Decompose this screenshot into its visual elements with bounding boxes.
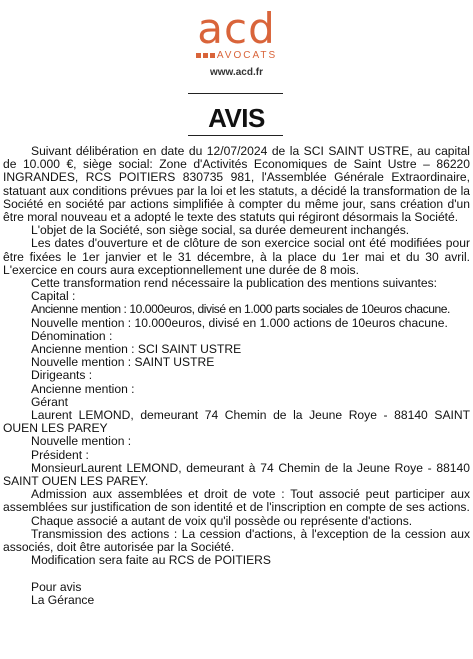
paragraph-transmission: Transmission des actions : La cession d'actions, à l'exception de la cession aux associés, doit être autorisée par la Société. bbox=[3, 526, 470, 555]
dirigeant-president: MonsieurLaurent LEMOND, demeurant à 74 Chemin de la Jeune Roye - 88140 SAINT OUEN LES PAREY. bbox=[3, 460, 470, 489]
spacer bbox=[3, 568, 470, 581]
paragraph-admission: Admission aux assemblées et droit de vote : Tout associé peut participer aux assemblées sur justification de son identité et de l'inscription en compte de ses actions. bbox=[3, 487, 470, 515]
logo-square-icon bbox=[196, 53, 201, 58]
dirigeant-gerant-label: Gérant bbox=[31, 394, 68, 409]
heading-denomination: Dénomination : bbox=[31, 328, 113, 343]
paragraph-objet: L'objet de la Société, son siège social, sa durée demeurent inchangés. bbox=[31, 223, 410, 238]
paragraph-voix: Chaque associé a autant de voix qu'il possède ou représente d'actions. bbox=[31, 513, 413, 528]
capital-nouvelle: Nouvelle mention : 10.000euros, divisé en 1.000 actions de 10euros chacune. bbox=[31, 315, 448, 330]
paragraph-publication: Cette transformation rend nécessaire la publication des mentions suivantes: bbox=[31, 276, 438, 291]
acd-logo bbox=[0, 4, 473, 61]
logo-square-icon bbox=[203, 53, 208, 58]
heading-dirigeants: Dirigeants : bbox=[31, 368, 93, 383]
closing-signature: La Gérance bbox=[31, 592, 95, 607]
dirigeant-president-label: Président : bbox=[31, 447, 89, 462]
dirigeants-nouvelle: Nouvelle mention : bbox=[31, 434, 132, 449]
logo-wordmark: acd bbox=[197, 4, 276, 53]
page-title: AVIS bbox=[208, 103, 265, 133]
logo-tagline bbox=[0, 50, 473, 61]
dirigeant-gerant: Laurent LEMOND, demeurant 74 Chemin de la Jeune Roye - 88140 SAINT OUEN LES PAREY bbox=[3, 408, 470, 436]
logo-square-icon bbox=[210, 53, 215, 58]
notice-body bbox=[3, 145, 470, 607]
heading-capital: Capital : bbox=[31, 289, 76, 304]
paragraph-deliberation: Suivant délibération en date du 12/07/2024 de la SCI SAINT USTRE, au capital de 10.000 €, siège social: Zone d'Activités Economiques de Saint Ustre – 86220 INGRANDES, RCS POITIERS 830735 981, l'Assemblée Générale Extraordinaire, statuant aux conditions prévues par la loi et les statuts, a décidé la transformation de la Société en société par actions simplifiée à compter du même jour, sans création d'un être moral nouveau et a adopté le texte des statuts qui régiront désormais la Société. bbox=[3, 144, 470, 225]
website-url: www.acd.fr bbox=[210, 67, 263, 78]
denomination-ancienne: Ancienne mention : SCI SAINT USTRE bbox=[31, 342, 242, 357]
title-rule-top bbox=[188, 93, 283, 94]
paragraph-rcs: Modification sera faite au RCS de POITIERS bbox=[31, 553, 271, 568]
dirigeants-ancienne: Ancienne mention : bbox=[31, 381, 135, 396]
denomination-nouvelle: Nouvelle mention : SAINT USTRE bbox=[31, 355, 215, 370]
title-rule-bottom bbox=[188, 135, 283, 136]
logo-tagline-text: AVOCATS bbox=[216, 50, 278, 61]
closing-pour-avis: Pour avis bbox=[31, 579, 82, 594]
paragraph-exercice: Les dates d'ouverture et de clôture de son exercice social ont été modifiées pour être fixées le 1er janvier et le 31 décembre, à la place du 1er mai et du 30 avril. L'exercice en cours aura exceptionnellement une durée de 8 mois. bbox=[3, 236, 470, 277]
capital-ancienne: Ancienne mention : 10.000euros, divisé en 1.000 parts sociales de 10euros chacune. bbox=[31, 302, 450, 317]
